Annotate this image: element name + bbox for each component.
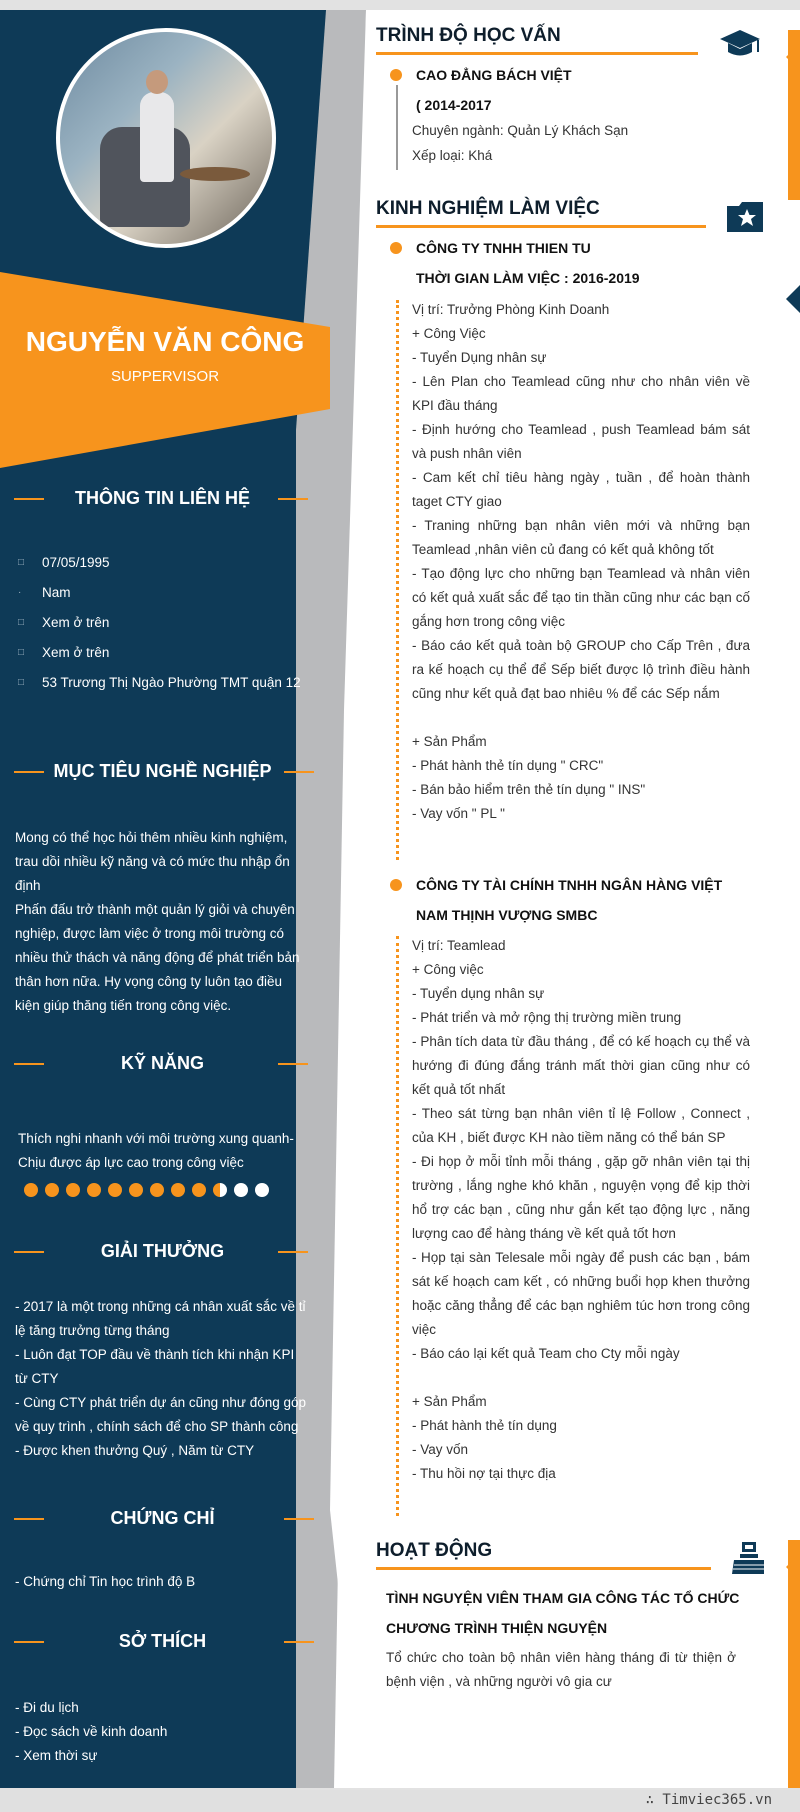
contact-item: [18, 581, 308, 611]
skills-heading: KỸ NĂNG: [120, 1053, 204, 1073]
certificates-heading: CHỨNG CHỈ: [110, 1508, 215, 1528]
timeline-bullet: [390, 69, 402, 81]
study-period: ( 2014-2017: [416, 97, 492, 113]
experience-heading: KINH NGHIỆM LÀM VIỆC: [376, 198, 600, 219]
work-period: THỜI GIAN LÀM VIỆC : 2016-2019: [416, 270, 640, 286]
email-icon: □: [18, 647, 25, 658]
awards-heading: GIẢI THƯỞNG: [100, 1241, 225, 1261]
rating-dot: [213, 1183, 227, 1197]
calendar-icon: □: [18, 557, 25, 568]
hobbies-text: - Đi du lịch - Đọc sách về kinh doanh - Xem thời sự: [15, 1700, 168, 1763]
gender-icon: ·: [18, 587, 22, 598]
email: Xem ở trên: [42, 645, 110, 660]
timeline-bullet: [390, 242, 402, 254]
footer-brand: ∴ Timviec365.vn: [645, 1792, 772, 1808]
activity-description: Tổ chức cho toàn bộ nhân viên hàng tháng đi từ thiện ở bệnh viện , và những người vô gia cư: [386, 1650, 736, 1689]
rating-dot: [129, 1183, 143, 1197]
awards-text: - 2017 là một trong những cá nhân xuất sắc về tỉ lệ tăng trưởng từng tháng - Luôn đạt TOP đầu về thành tích khi nhận KPI từ CTY - Cùng CTY phát triển dự án cũng như đóng góp về quy trình , chính sách để cho SP thành công - Được khen thưởng Quý , Năm từ CTY: [15, 1299, 307, 1458]
phone: Xem ở trên: [42, 615, 110, 630]
graduation-cap-icon: [718, 28, 762, 62]
phone-icon: □: [18, 617, 25, 628]
company-name: CÔNG TY TNHH THIEN TU: [416, 240, 591, 256]
grade: Xếp loại: Khá: [412, 148, 493, 163]
timeline-bullet: [390, 879, 402, 891]
job-details: Vị trí: Trưởng Phòng Kinh Doanh + Công Việc - Tuyển Dụng nhân sự - Lên Plan cho Teamlead cũng như cho nhân viên về KPI đầu tháng - Định hướng cho Teamlead , push Teamlead bám sát và push nhân viên - Cam kết chỉ tiêu hàng ngày , tuần , để hoàn thành taget CTY giao - Traning những bạn nhân viên mới và những bạn Teamlead ,nhân viên củ đang có kết quả không tốt - Tạo động lực cho những bạn Teamlead và nhân viên có kết quả xuất sắc để tạo tin thần cũng như các bạn cố gắng hơn trong công việc - Báo cáo kết quả toàn bộ GROUP cho Cấp Trên , đưa ra kế hoạch cụ thể để Sếp biết được lộ trình điều hành cũng như kết quả đạt bao nhiêu % để các Sếp nắm + Sản Phẩm - Phát hành thẻ tín dụng " CRC" - Bán bảo hiểm trên thẻ tín dụng " INS" - Vay vốn " PL ": [412, 302, 750, 821]
heading-rule: [376, 1567, 711, 1570]
accent-triangle: [786, 43, 800, 71]
education-heading: TRÌNH ĐỘ HỌC VẤN: [376, 25, 561, 46]
rating-dot: [234, 1183, 248, 1197]
footer: [0, 1790, 800, 1812]
address: 53 Trương Thị Ngào Phường TMT quận 12: [42, 675, 301, 690]
hobbies-heading: SỞ THÍCH: [118, 1631, 207, 1651]
job-details: Vị trí: Teamlead + Công việc - Tuyển dụng nhân sự - Phát triển và mở rộng thị trường miền trung - Phân tích data từ đầu tháng , để có kế hoạch cụ thể và hướng đi đúng đắng tránh mất thời gian cũng như có kết quả tốt nhất - Theo sát từng bạn nhân viên tỉ lệ Follow , Connect , của KH , biết được KH nào tiềm năng có thể bán SP - Đi họp ở mỗi tỉnh mỗi tháng , gặp gỡ nhân viên tại thị trường , lắng nghe khó khăn , nguyện vọng để kịp thời hổ trợ các bạn , cũng như gắn kết tạo động lực , năng lượng cao để hàng tháng về kết quả tốt hơn - Họp tại sàn Telesale mỗi ngày để push các bạn , bám sát kế hoạch cam kết , có những buổi họp khen thưởng hoặc căng thẳng để các bạn nghiêm túc hơn trong công việc - Báo cáo lại kết quả Team cho Cty mỗi ngày + Sản Phẩm - Phát hành thẻ tín dụng - Vay vốn - Thu hồi nợ tại thực địa: [412, 938, 750, 1481]
folder-star-icon: [725, 200, 765, 234]
activities-heading: HOẠT ĐỘNG: [376, 1540, 493, 1561]
contact-item: [18, 641, 308, 671]
certificates-text: - Chứng chỉ Tin học trình độ B: [15, 1574, 196, 1589]
school-name: CAO ĐẲNG BÁCH VIỆT: [416, 67, 572, 83]
contact-item: [18, 671, 308, 701]
location-icon: □: [18, 677, 25, 688]
objective-text: Mong có thể học hỏi thêm nhiều kinh nghiệm, trau dồi nhiều kỹ năng và có mức thu nhập ổn định Phấn đấu trở thành một quản lý giỏi và chuyên nghiệp, được làm việc ở trong môi trường có nhiều thử thách và năng động để phát triển bản thân hơn nữa. Hy vọng công ty luôn tạo điều kiện giúp thăng tiến trong công việc.: [15, 830, 300, 1013]
contact-item: [18, 611, 308, 641]
accent-triangle: [786, 285, 800, 313]
activity-title: TÌNH NGUYỆN VIÊN THAM GIA CÔNG TÁC TỔ CHỨC CHƯƠNG TRÌNH THIỆN NGUYỆN: [386, 1590, 740, 1636]
company-name: CÔNG TY TÀI CHÍNH TNHH NGÂN HÀNG VIỆT NAM THỊNH VƯỢNG SMBC: [416, 877, 723, 923]
candidate-title: SUPPERVISOR: [110, 368, 220, 385]
rating-dot: [192, 1183, 206, 1197]
rating-dot: [171, 1183, 185, 1197]
skills-text: Thích nghi nhanh với môi trường xung quanh- Chịu được áp lực cao trong công việc: [18, 1131, 294, 1170]
rating-dot: [24, 1183, 38, 1197]
contact-item: [18, 551, 308, 581]
rating-dot: [150, 1183, 164, 1197]
timeline-line: [396, 85, 398, 170]
rating-dot: [255, 1183, 269, 1197]
birthdate: 07/05/1995: [42, 555, 110, 570]
rating-dot: [66, 1183, 80, 1197]
accent-triangle: [786, 1553, 800, 1581]
contact-heading: THÔNG TIN LIÊN HỆ: [75, 488, 250, 508]
major: Chuyên ngành: Quản Lý Khách Sạn: [412, 123, 629, 138]
timeline-dots: [396, 936, 399, 1516]
contact-list: [18, 551, 308, 701]
skill-rating: [24, 1183, 269, 1197]
candidate-name: NGUYỄN VĂN CÔNG: [25, 326, 305, 357]
avatar: [56, 28, 276, 248]
cv-sheet: [0, 10, 800, 1788]
rating-dot: [45, 1183, 59, 1197]
heading-rule: [376, 52, 698, 55]
gender: Nam: [42, 585, 71, 600]
rating-dot: [108, 1183, 122, 1197]
rating-dot: [87, 1183, 101, 1197]
objective-heading: MỤC TIÊU NGHỀ NGHIỆP: [53, 761, 272, 781]
heading-rule: [376, 225, 706, 228]
timeline-dots: [396, 300, 399, 860]
podium-icon: [728, 1538, 768, 1578]
